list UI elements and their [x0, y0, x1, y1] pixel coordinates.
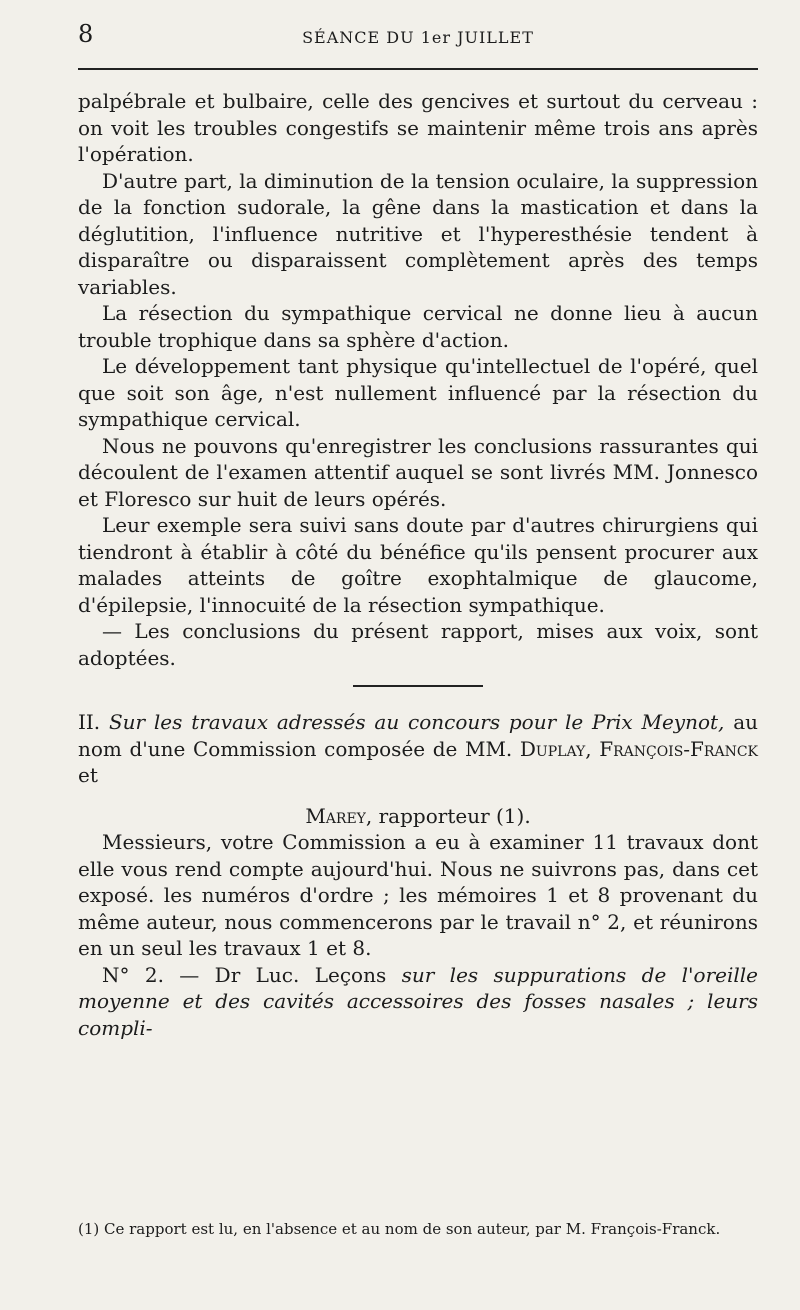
paragraph: palpébrale et bulbaire, celle des gencives et surtout du cerveau : on voit les troubles congestifs se maintenir même trois ans après l'opération. [78, 89, 758, 166]
page-number: 8 [78, 20, 94, 48]
section-separator [353, 685, 483, 687]
footnote: (1) Ce rapport est lu, en l'absence et au nom de son auteur, par M. François-Franck. [78, 1220, 721, 1238]
messieurs-paragraph: Messieurs, votre Commission a eu à examiner 11 travaux dont elle vous rend compte aujourd'hui. Nous ne suivrons pas, dans cet exposé. les numéros d'ordre ; les mémoires 1 et 8 provenant du même auteur, nous commencerons par le travail n° 2, et réunirons en un seul les travaux 1 et 8. [78, 830, 758, 960]
rapporteur-line [78, 803, 758, 830]
vote-paragraph: — Les conclusions du présent rapport, mises aux voix, sont adoptées. [78, 619, 758, 670]
entry-no2-title: sur les suppurations de l'oreille moyenne et des cavités accessoires des fosses nasales ; leurs compli- [78, 962, 758, 1040]
commission-line: au nom d'une Commission composée de MM. [78, 710, 759, 761]
body-text [78, 88, 758, 1041]
section-heading [78, 709, 758, 789]
section-title: Sur les travaux adressés au concours pour le Prix Meynot, [108, 710, 725, 734]
member-duplay: Duplay, [519, 736, 592, 761]
rapporteur-label: rapporteur (1). [378, 803, 531, 828]
conjunction: et [78, 763, 98, 787]
paragraph: D'autre part, la diminution de la tension oculaire, la suppression de la fonction sudorale, la gêne dans la mastication et dans la déglutition, l'influence nutritive et l'hyperesthésie tendent à disparaître ou disparaissent complètement après des temps variables. [78, 168, 758, 299]
running-title: SÉANCE DU 1er JUILLET [302, 28, 534, 47]
paragraph: Le développement tant physique qu'intellectuel de l'opéré, quel que soit son âge, n'est nullement influencé par la résection du sympathique cervical. [78, 354, 758, 431]
entry-no2-prefix: N° 2. — Dr Luc. Leçons [102, 962, 387, 987]
paragraph: Leur exemple sera suivi sans doute par d'autres chirurgiens qui tiendront à établir à côté du bénéfice qu'ils pensent procurer aux malades atteints de goître exophtalmique de glaucome, d'épilepsie, l'innocuité de la résection sympathique. [78, 513, 758, 617]
page-header [78, 20, 758, 50]
entry-no2 [78, 962, 758, 1042]
section-numeral: II. [78, 710, 101, 734]
header-rule [78, 68, 758, 70]
member-francois-franck: François-Franck [599, 736, 758, 761]
paragraph: Nous ne pouvons qu'enregistrer les conclusions rassurantes qui découlent de l'examen attentif auquel se sont livrés MM. Jonnesco et Floresco sur huit de leurs opérés. [78, 433, 758, 511]
paragraph: La résection du sympathique cervical ne donne lieu à aucun trouble trophique dans sa sphère d'action. [78, 301, 758, 352]
member-marey: Marey, [305, 803, 373, 828]
